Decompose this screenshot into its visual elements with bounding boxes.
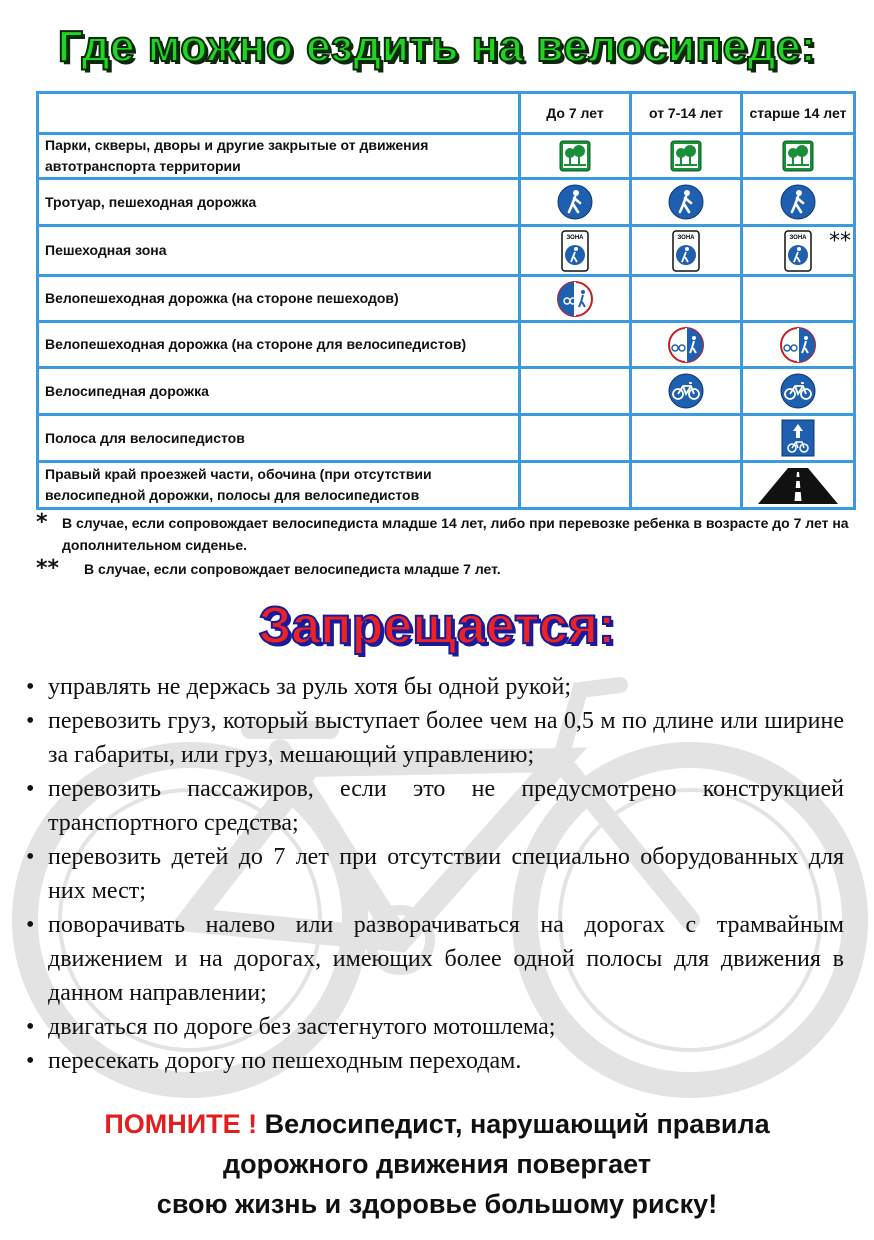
park-sign-icon	[559, 140, 591, 172]
table-row	[38, 179, 855, 226]
bullet: •	[26, 844, 35, 870]
asterisk-mark: *	[36, 510, 48, 535]
park-sign-icon	[782, 140, 814, 172]
row-label: Велопешеходная дорожка (на стороне для велосипедистов)	[38, 322, 520, 368]
remember-line-3: свою жизнь и здоровье большому риску!	[156, 1189, 718, 1219]
remember-warning	[0, 1104, 874, 1224]
pedestrian-sign-icon	[668, 184, 704, 220]
table-row	[38, 322, 855, 368]
table-cell	[631, 276, 742, 322]
table-cell	[631, 226, 742, 276]
row-label: Велосипедная дорожка	[38, 368, 520, 415]
bullet: •	[26, 912, 35, 938]
table-cell	[631, 179, 742, 226]
list-item-text: перевозить пассажиров, если это не предусмотрено конструкцией транспортного средства;	[48, 776, 844, 836]
table-row	[38, 276, 855, 322]
table-cell	[520, 226, 631, 276]
row-label: Правый край проезжей части, обочина (при отсутствии велосипедной дорожки, полосы для велосипедистов	[38, 462, 520, 509]
remember-line-2: дорожного движения повергает	[222, 1149, 652, 1179]
table-footnotes	[36, 512, 856, 580]
list-item	[26, 704, 844, 772]
bullet: •	[26, 1014, 35, 1040]
pedestrian-zone-sign-icon	[672, 230, 700, 272]
list-item-text: перевозить груз, который выступает более чем на 0,5 м по длине или ширине за габариты, или груз, мешающий управлению;	[48, 708, 844, 768]
header-age-over-14: старше 14 лет	[742, 93, 855, 134]
remember-lead: ПОМНИТЕ !	[104, 1109, 258, 1139]
table-cell	[742, 322, 855, 368]
list-item	[26, 840, 844, 908]
table-cell	[742, 226, 855, 276]
table-header-empty	[38, 93, 520, 134]
row-label: Полоса для велосипедистов	[38, 415, 520, 462]
pedestrian-zone-sign-icon	[561, 230, 589, 272]
list-item	[26, 670, 844, 704]
table-cell	[631, 134, 742, 179]
list-item-text: управлять не держась за руль хотя бы одной рукой;	[48, 674, 571, 700]
table-row	[38, 226, 855, 276]
forbidden-title: Запрещается:	[258, 597, 616, 655]
bullet: •	[26, 708, 35, 734]
footnote-text: В случае, если сопровождает велосипедиста младше 14 лет, либо при перевозке ребенка в возрасте до 7 лет на дополнительном сиденье.	[62, 515, 849, 553]
road-edge-icon	[758, 466, 838, 504]
bullet: •	[26, 1048, 35, 1074]
table-row	[38, 134, 855, 179]
table-cell	[742, 276, 855, 322]
table-cell	[520, 322, 631, 368]
header-age-7-14: от 7-14 лет	[631, 93, 742, 134]
table-cell	[742, 134, 855, 179]
row-label: Пешеходная зона	[38, 226, 520, 276]
pedestrian-sign-icon	[780, 184, 816, 220]
shared-path-cyclist-side-icon	[780, 327, 816, 363]
zone-label: ЗОНА	[789, 234, 807, 241]
bicycle-path-sign-icon	[780, 373, 816, 409]
list-item	[26, 908, 844, 1010]
page-title: Где можно ездить на велосипеде:	[57, 22, 817, 71]
list-item	[26, 1010, 844, 1044]
list-item	[26, 1044, 844, 1078]
table-cell	[742, 462, 855, 509]
list-item-text: поворачивать налево или разворачиваться на дорогах с трамвайным движением и на дорогах, имеющих более одной полосы для движения в данном направлении;	[48, 912, 844, 1006]
bicycle-lane-sign-icon	[781, 419, 815, 457]
list-item-text: перевозить детей до 7 лет при отсутствии специально оборудованных для них мест;	[48, 844, 844, 904]
table-cell	[520, 134, 631, 179]
list-item	[26, 772, 844, 840]
table-cell	[631, 368, 742, 415]
zone-label: ЗОНА	[566, 234, 584, 241]
row-label: Велопешеходная дорожка (на стороне пешеходов)	[38, 276, 520, 322]
table-row	[38, 415, 855, 462]
double-asterisk-mark: **	[36, 556, 60, 581]
row-label: Парки, скверы, дворы и другие закрытые от движения автотранспорта территории	[38, 134, 520, 179]
bullet: •	[26, 776, 35, 802]
table-row	[38, 368, 855, 415]
list-item-text: двигаться по дороге без застегнутого мотошлема;	[48, 1014, 556, 1040]
pedestrian-sign-icon	[557, 184, 593, 220]
table-cell	[520, 415, 631, 462]
table-cell	[742, 415, 855, 462]
table-row	[38, 462, 855, 509]
footnote-text: В случае, если сопровождает велосипедиста младше 7 лет.	[84, 561, 501, 577]
row-label: Тротуар, пешеходная дорожка	[38, 179, 520, 226]
remember-line-1-text: Велосипедист, нарушающий правила	[257, 1109, 770, 1139]
header-age-under-7: До 7 лет	[520, 93, 631, 134]
double-asterisk-mark: **	[829, 229, 851, 254]
bicycle-path-sign-icon	[668, 373, 704, 409]
remember-line-1	[0, 1104, 874, 1144]
table-cell	[631, 415, 742, 462]
table-cell	[631, 322, 742, 368]
table-header-row	[38, 93, 855, 134]
table-cell	[520, 179, 631, 226]
forbidden-list	[26, 670, 844, 1078]
table-cell	[631, 462, 742, 509]
table-cell	[520, 462, 631, 509]
table-cell	[520, 368, 631, 415]
footnote-double-asterisk	[36, 558, 856, 580]
list-item-text: пересекать дорогу по пешеходным переходам.	[48, 1048, 522, 1074]
table-cell	[742, 179, 855, 226]
shared-path-pedestrian-side-icon	[557, 281, 593, 317]
shared-path-cyclist-side-icon	[668, 327, 704, 363]
park-sign-icon	[670, 140, 702, 172]
pedestrian-zone-sign-icon	[784, 230, 812, 272]
table-cell	[742, 368, 855, 415]
zone-label: ЗОНА	[677, 234, 695, 241]
footnote-single-asterisk	[36, 512, 856, 556]
where-to-ride-table	[36, 91, 856, 510]
bullet: •	[26, 674, 35, 700]
table-cell	[520, 276, 631, 322]
